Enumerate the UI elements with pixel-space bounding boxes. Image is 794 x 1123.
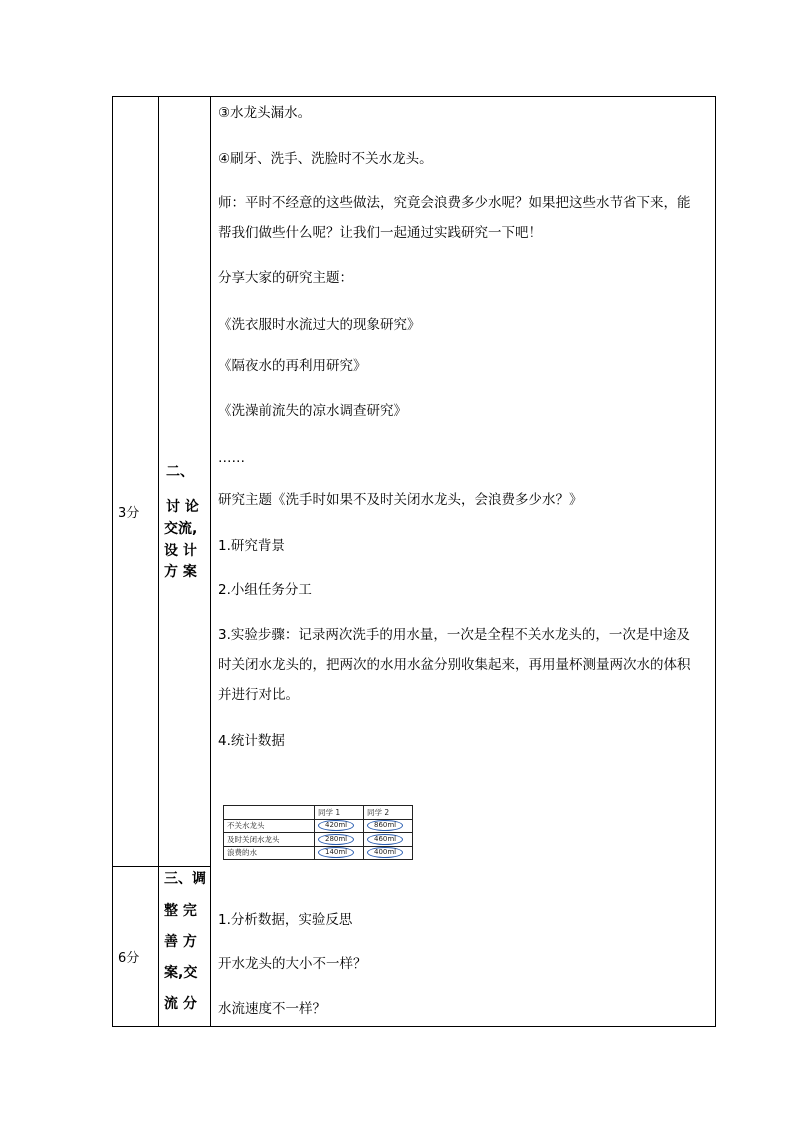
stage-2-line-5: 流 分 — [164, 996, 197, 1012]
stage-2-line-2: 整 完 — [164, 903, 197, 919]
table-cell: 280ml — [315, 833, 364, 847]
column-divider-2 — [210, 97, 211, 1026]
stage-1-line-3: 交流, — [164, 521, 198, 537]
content-line: 《洗衣服时水流过大的现象研究》 — [218, 317, 421, 333]
table-header-cell: 同学 2 — [364, 806, 413, 820]
stage-1-line-5: 方 案 — [164, 564, 197, 580]
stage-1-line-1: 二、 — [166, 464, 194, 480]
stage-2-line-3: 善 方 — [164, 934, 197, 950]
water-data-table — [223, 805, 413, 860]
table-row — [224, 833, 413, 847]
table-cell: 400ml — [364, 846, 413, 860]
content-line: 2.小组任务分工 — [218, 582, 312, 598]
stage-1-line-4: 设 计 — [164, 543, 197, 559]
content-line: ③水龙头漏水。 — [218, 105, 312, 121]
table-header-cell — [224, 806, 315, 820]
content-line: ④刷牙、洗手、洗脸时不关水龙头。 — [218, 151, 433, 167]
stage-1-line-2: 讨 论 — [166, 499, 199, 515]
content-line: 师：平时不经意的这些做法，究竟会浪费多少水呢？如果把这些水节省下来，能 — [218, 195, 691, 211]
column-divider-1 — [158, 97, 159, 1026]
table-cell: 140ml — [315, 846, 364, 860]
table-row — [224, 846, 413, 860]
content-line: 帮我们做些什么呢？让我们一起通过实践研究一下吧！ — [218, 225, 542, 241]
table-header-cell: 同学 1 — [315, 806, 364, 820]
content-line: 开水龙头的大小不一样？ — [218, 956, 367, 972]
time-cell-1: 3分 — [118, 506, 140, 521]
content-line: 研究主题《洗手时如果不及时关闭水龙头，会浪费多少水？》 — [218, 492, 583, 508]
table-cell: 不关水龙头 — [224, 819, 315, 833]
statistics-data-image — [223, 805, 413, 860]
content-line: 《隔夜水的再利用研究》 — [218, 358, 367, 374]
content-line: 时关闭水龙头的，把两次的水用水盆分别收集起来，再用量杯测量两次水的体积 — [218, 657, 691, 673]
stage-2-line-1: 三、调 — [164, 871, 206, 887]
content-line: 1.研究背景 — [218, 538, 285, 554]
content-line: 1.分析数据，实验反思 — [218, 912, 353, 928]
table-cell: 460ml — [364, 833, 413, 847]
table-cell: 浪费的水 — [224, 846, 315, 860]
stage-2-line-4: 案,交 — [164, 965, 198, 981]
table-cell: 及时关闭水龙头 — [224, 833, 315, 847]
row-divider — [112, 866, 210, 867]
content-line: …… — [218, 450, 245, 466]
time-cell-2: 6分 — [118, 951, 140, 966]
content-line: 《洗澡前流失的凉水调查研究》 — [218, 403, 407, 419]
table-header-row — [224, 806, 413, 820]
table-cell: 860ml — [364, 819, 413, 833]
table-row — [224, 819, 413, 833]
content-line: 3.实验步骤：记录两次洗手的用水量，一次是全程不关水龙头的，一次是中途及 — [218, 627, 690, 643]
content-line: 水流速度不一样？ — [218, 1001, 326, 1017]
content-line: 并进行对比。 — [218, 687, 299, 703]
content-line: 4.统计数据 — [218, 733, 285, 749]
content-line: 分享大家的研究主题： — [218, 270, 353, 286]
table-cell: 420ml — [315, 819, 364, 833]
